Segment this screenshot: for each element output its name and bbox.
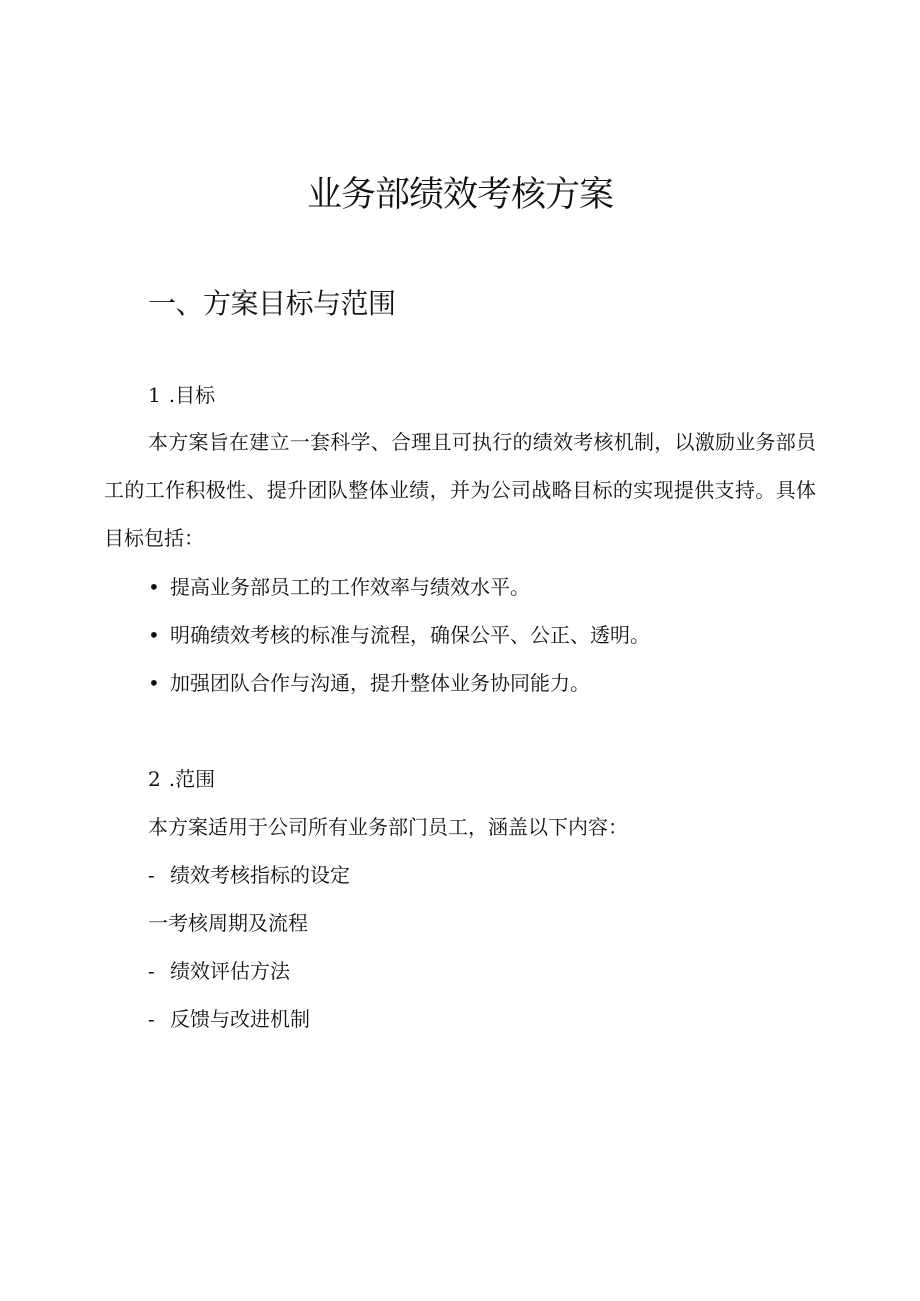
scope-number: 2 bbox=[148, 767, 161, 791]
bullet-text: 提高业务部员工的工作效率与绩效水平。 bbox=[170, 575, 530, 599]
bullet-marker: • bbox=[148, 671, 160, 695]
scope-subheading bbox=[148, 764, 215, 794]
list-item bbox=[148, 860, 350, 890]
dash-marker: - bbox=[148, 959, 155, 983]
list-item bbox=[148, 572, 530, 602]
dash-marker: - bbox=[148, 863, 155, 887]
list-item bbox=[148, 908, 308, 938]
list-item bbox=[148, 1004, 310, 1034]
scope-item-text: 反馈与改进机制 bbox=[170, 1007, 310, 1031]
goals-subheading bbox=[148, 380, 215, 410]
list-item bbox=[148, 620, 650, 650]
bullet-text: 加强团队合作与沟通，提升整体业务协同能力。 bbox=[170, 671, 590, 695]
scope-item-text: 绩效评估方法 bbox=[170, 959, 290, 983]
bullet-text: 明确绩效考核的标准与流程，确保公平、公正、透明。 bbox=[170, 623, 650, 647]
scope-label: .范围 bbox=[168, 767, 216, 791]
document-title: 业务部绩效考核方案 bbox=[306, 175, 613, 215]
list-item bbox=[148, 668, 590, 698]
list-item bbox=[148, 956, 290, 986]
goals-label: .目标 bbox=[168, 383, 216, 407]
bullet-marker: • bbox=[148, 575, 160, 599]
scope-intro: 本方案适用于公司所有业务部门员工，涵盖以下内容： bbox=[148, 815, 628, 839]
scope-item-text: 一考核周期及流程 bbox=[148, 911, 308, 935]
goals-number: 1 bbox=[148, 383, 161, 407]
scope-item-text: 绩效考核指标的设定 bbox=[170, 863, 350, 887]
bullet-marker: • bbox=[148, 623, 160, 647]
section-heading: 一、方案目标与范围 bbox=[148, 287, 396, 320]
dash-marker: - bbox=[148, 1007, 155, 1031]
goals-paragraph: 本方案旨在建立一套科学、合理且可执行的绩效考核机制，以激励业务部员工的工作积极性、提升团队整体业绩，并为公司战略目标的实现提供支持。具体目标包括： bbox=[104, 430, 816, 550]
